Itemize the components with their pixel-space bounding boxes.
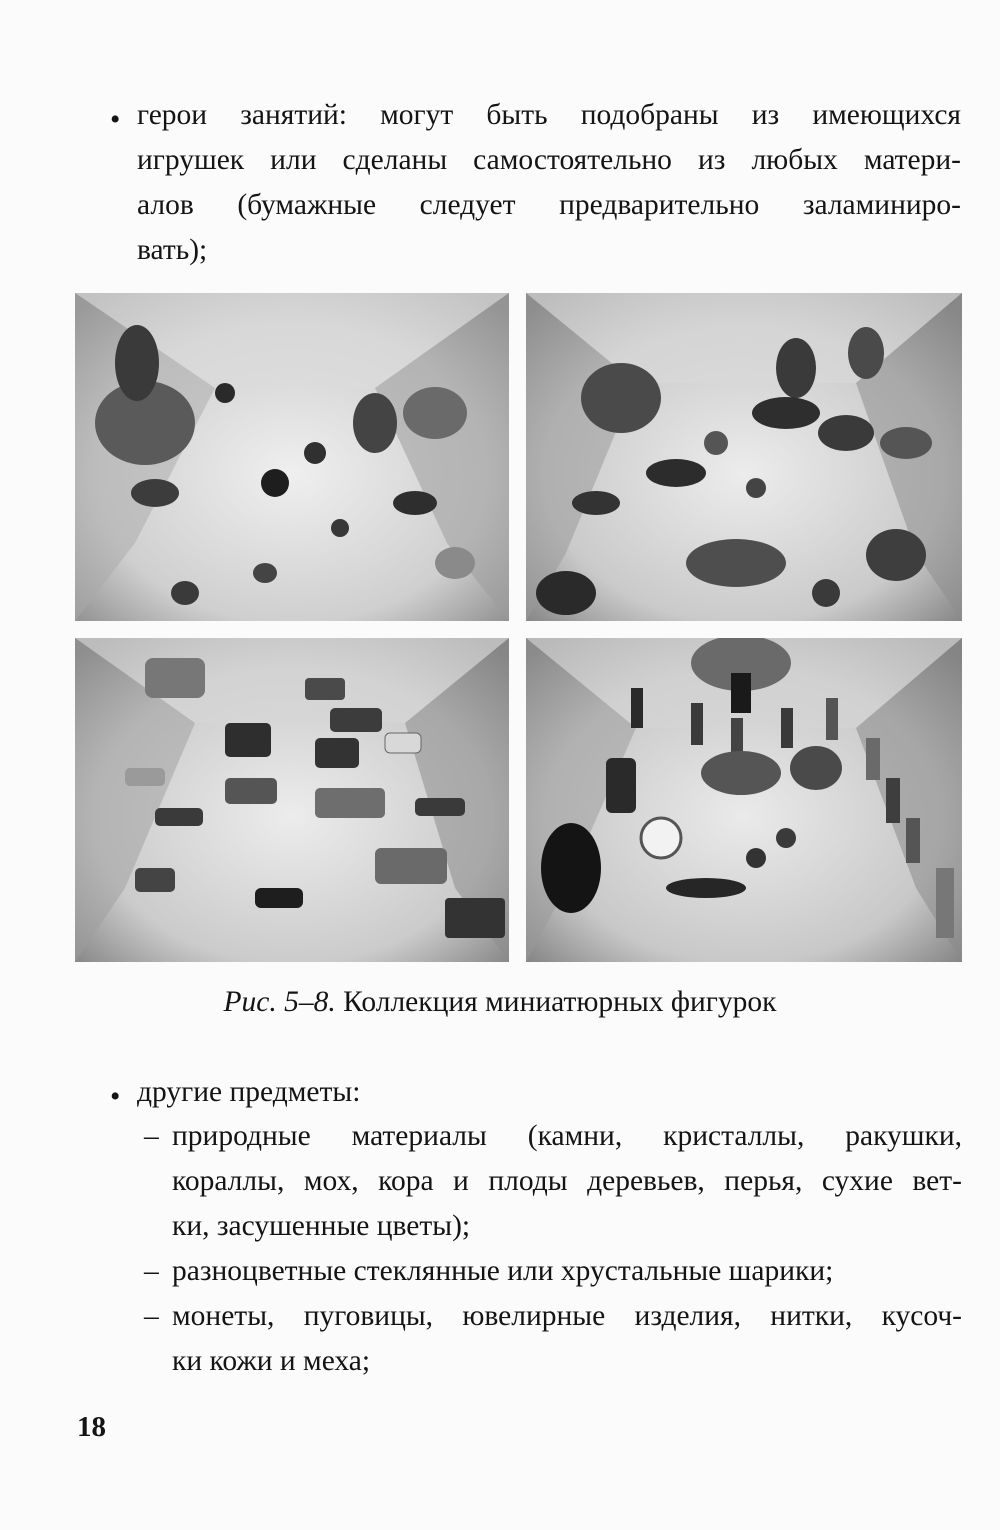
page-number: 18 [77, 1411, 106, 1443]
dash-marker: – [144, 1120, 159, 1152]
figure-photo-grid [75, 293, 962, 962]
text-line: природные материалы (камни, кристаллы, ракушки, [172, 1120, 962, 1152]
figure-caption [0, 988, 1000, 1018]
figure-label: Рис. 5–8. [223, 986, 336, 1018]
figure-caption-text: Коллекция миниатюрных фигурок [335, 986, 777, 1018]
text-line: ки, засушенные цветы); [172, 1210, 471, 1242]
photo-zoo-animals [526, 293, 962, 621]
text-line: ки кожи и меха; [172, 1345, 371, 1377]
bullet-marker: • [110, 1081, 121, 1113]
text-line: герои занятий: могут быть подобраны из имеющихся [137, 99, 961, 131]
dash-marker: – [144, 1255, 159, 1287]
photo-vehicles [75, 638, 509, 962]
bullet-marker: • [110, 104, 121, 136]
photo-animals-insects [75, 293, 509, 621]
text-line: монеты, пуговицы, ювелирные изделия, нитки, кусоч- [172, 1300, 962, 1332]
dash-marker: – [144, 1300, 159, 1332]
text-line: игрушек или сделаны самостоятельно из любых матери- [137, 144, 961, 176]
text-line: алов (бумажные следует предварительно заламиниро- [137, 189, 961, 221]
photo-human-figures [526, 638, 962, 962]
text-line: разноцветные стеклянные или хрустальные шарики; [172, 1255, 834, 1287]
text-line: другие предметы: [137, 1076, 361, 1108]
text-line: вать); [137, 234, 208, 266]
text-line: кораллы, мох, кора и плоды деревьев, перья, сухие вет- [172, 1165, 962, 1197]
